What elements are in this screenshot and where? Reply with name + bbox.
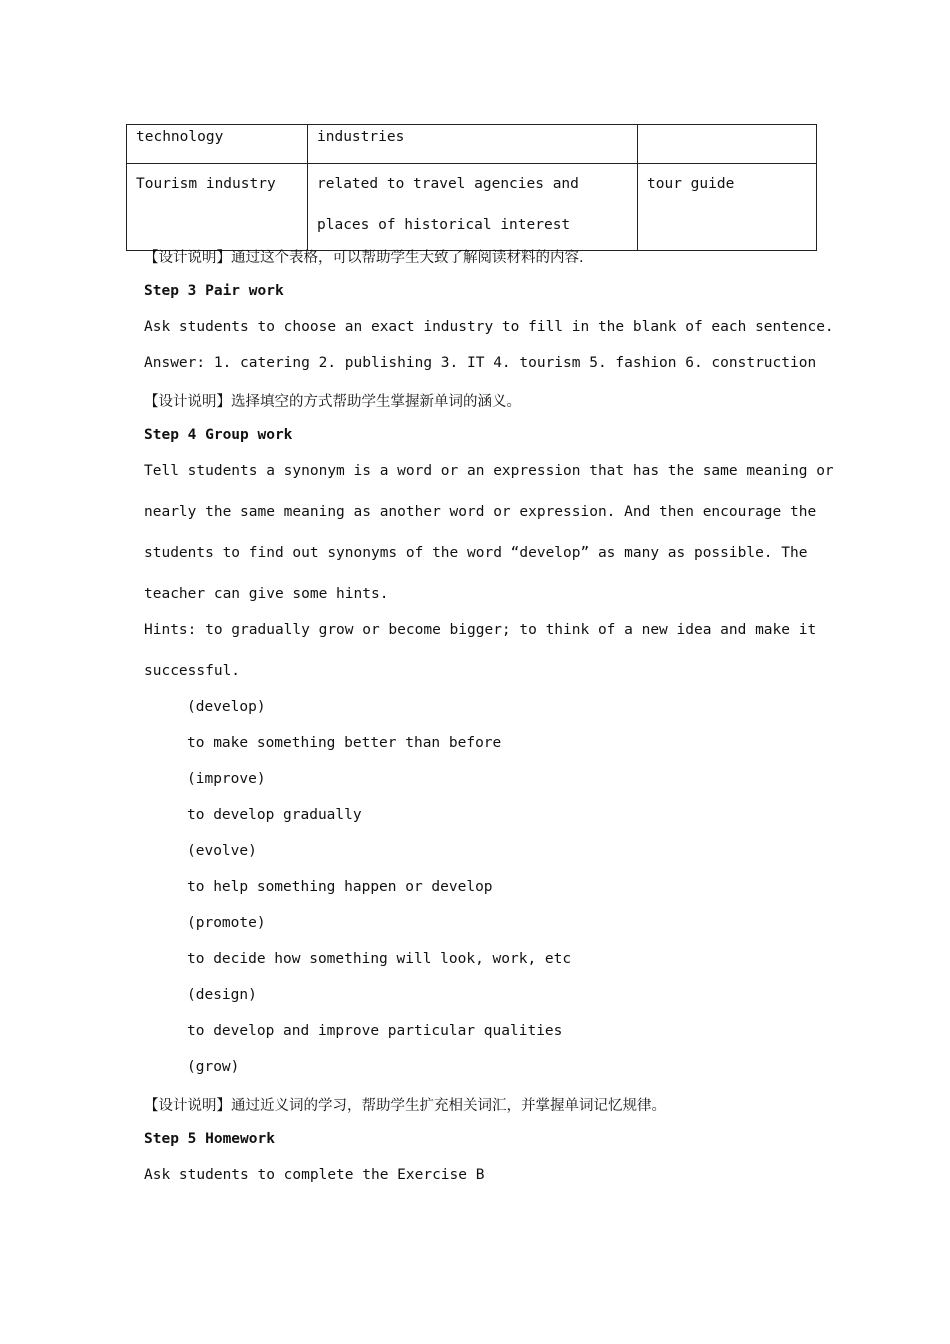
step4-hints-line: Hints: to gradually grow or become bigger; to think of a new idea and make it: [144, 622, 817, 638]
table-cell: technology: [127, 125, 308, 164]
table-cell: Tourism industry: [127, 164, 308, 251]
step4-title: Step 4 Group work: [144, 427, 293, 443]
table-cell: related to travel agencies and places of historical interest: [308, 164, 638, 251]
step4-paragraph-line: students to find out synonyms of the word “develop” as many as possible. The: [144, 545, 808, 561]
synonym-definition: to develop gradually: [187, 807, 362, 823]
synonym-item: (promote): [187, 915, 266, 931]
table-row: [127, 164, 817, 251]
table-cell: industries: [308, 125, 638, 164]
synonym-item: (design): [187, 987, 257, 1003]
synonym-definition: to help something happen or develop: [187, 879, 493, 895]
step4-paragraph-line: Tell students a synonym is a word or an expression that has the same meaning or: [144, 463, 834, 479]
synonym-definition: to make something better than before: [187, 735, 502, 751]
step4-hints-line: successful.: [144, 663, 241, 679]
synonym-item: (develop): [187, 699, 266, 715]
synonym-definition: to decide how something will look, work, etc: [187, 951, 572, 967]
design-note: 【设计说明】通过这个表格，可以帮助学生大致了解阅读材料的内容.: [144, 250, 584, 266]
step3-text: Ask students to choose an exact industry to fill in the blank of each sentence.: [144, 319, 834, 335]
step3-answer: Answer: 1. catering 2. publishing 3. IT 4. tourism 5. fashion 6. construction: [144, 355, 817, 371]
step5-text: Ask students to complete the Exercise B: [144, 1167, 485, 1183]
design-note: 【设计说明】选择填空的方式帮助学生掌握新单词的涵义。: [144, 394, 521, 410]
table-cell: [638, 125, 817, 164]
synonym-item: (evolve): [187, 843, 257, 859]
table-row: [127, 125, 817, 164]
step4-paragraph-line: nearly the same meaning as another word or expression. And then encourage the: [144, 504, 817, 520]
synonym-item: (improve): [187, 771, 266, 787]
step5-title: Step 5 Homework: [144, 1131, 275, 1147]
step3-title: Step 3 Pair work: [144, 283, 284, 299]
synonym-item: (grow): [187, 1059, 240, 1075]
design-note: 【设计说明】通过近义词的学习，帮助学生扩充相关词汇，并掌握单词记忆规律。: [144, 1098, 666, 1114]
synonym-definition: to develop and improve particular qualities: [187, 1023, 563, 1039]
table-cell: tour guide: [638, 164, 817, 251]
industry-table: [126, 124, 817, 251]
step4-paragraph-line: teacher can give some hints.: [144, 586, 389, 602]
